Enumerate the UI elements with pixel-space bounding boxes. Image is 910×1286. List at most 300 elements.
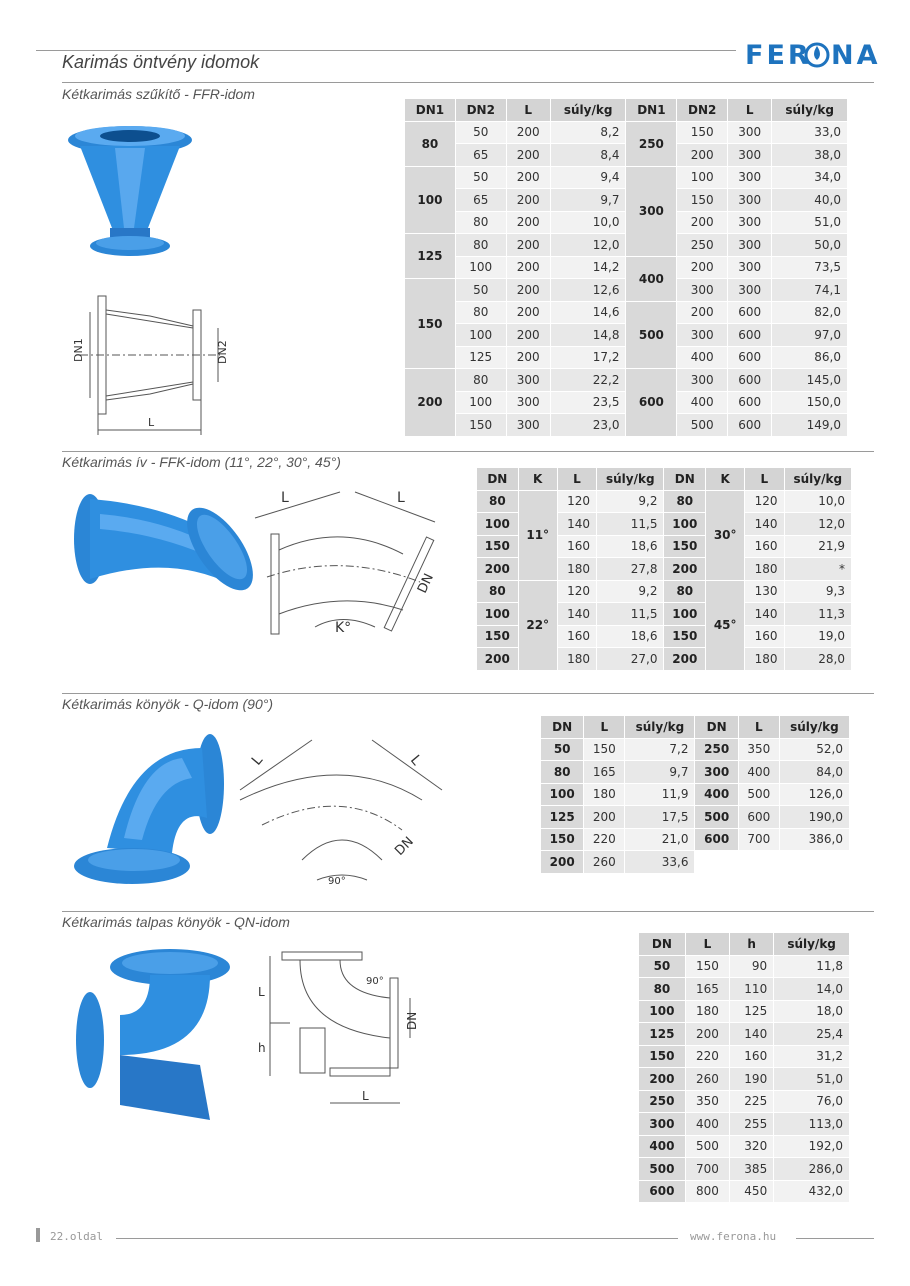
table-cell: 600: [738, 806, 779, 829]
qn-l-vert-label: L: [258, 985, 265, 999]
table-cell: 250: [677, 234, 728, 257]
table-cell: 80: [477, 580, 519, 603]
table-cell: 18,6: [597, 535, 664, 558]
q-dn-label: DN: [392, 834, 417, 859]
table-cell: 120: [745, 490, 784, 513]
table-cell: 500: [685, 1135, 729, 1158]
section-title-ffr: Kétkarimás szűkítő - FFR-idom: [62, 86, 255, 102]
column-header: súly/kg: [550, 99, 626, 122]
table-cell: 200: [506, 324, 550, 347]
table-cell: 250: [695, 738, 738, 761]
table-cell: 150: [455, 414, 506, 437]
table-cell: 600: [639, 1180, 686, 1203]
table-row: [639, 955, 850, 978]
table-cell: 400: [626, 256, 677, 301]
table-cell: 300: [728, 166, 772, 189]
table-cell: 125: [639, 1023, 686, 1046]
table-cell: 23,0: [550, 414, 626, 437]
table-cell: 200: [506, 121, 550, 144]
table-cell: 200: [685, 1023, 729, 1046]
table-cell: 260: [584, 851, 625, 874]
table-cell: 700: [738, 828, 779, 851]
ffr-dn2-label: DN2: [216, 340, 229, 364]
table-cell: 100: [405, 166, 456, 234]
qn-elbow-image: [60, 945, 240, 1135]
table-cell: 140: [730, 1023, 774, 1046]
table-cell: 9,4: [550, 166, 626, 189]
table-cell: 150: [664, 625, 706, 648]
table-cell: 125: [730, 1000, 774, 1023]
table-cell: 113,0: [774, 1113, 850, 1136]
column-header: DN1: [405, 99, 456, 122]
table-cell: 600: [626, 369, 677, 437]
table-cell: 38,0: [772, 144, 848, 167]
table-cell: 80: [455, 211, 506, 234]
table-cell: 120: [557, 490, 596, 513]
column-header: DN: [477, 468, 519, 491]
footer-page: 22.oldal: [50, 1230, 103, 1243]
table-cell: 80: [477, 490, 519, 513]
table-cell: 200: [677, 211, 728, 234]
table-cell: 33,0: [772, 121, 848, 144]
table-cell: 22,2: [550, 369, 626, 392]
column-header: K: [518, 468, 557, 491]
ffk-bend-image: [60, 484, 250, 614]
table-cell: 140: [557, 513, 596, 536]
table-cell: 400: [695, 783, 738, 806]
table-cell: 18,6: [597, 625, 664, 648]
table-cell: 23,5: [550, 391, 626, 414]
table-cell: 600: [728, 301, 772, 324]
table-cell: 145,0: [772, 369, 848, 392]
table-cell: 200: [677, 301, 728, 324]
column-header: súly/kg: [784, 468, 851, 491]
table-cell: 300: [728, 234, 772, 257]
table-cell: 200: [506, 301, 550, 324]
column-header: DN: [541, 716, 584, 739]
table-cell: 160: [557, 535, 596, 558]
column-header: DN1: [626, 99, 677, 122]
table-cell: 140: [745, 513, 784, 536]
table-cell: 300: [677, 279, 728, 302]
table-cell: 200: [506, 346, 550, 369]
table-cell: 11°: [518, 490, 557, 580]
table-cell: 90: [730, 955, 774, 978]
table-cell: 21,9: [784, 535, 851, 558]
table-cell: 286,0: [774, 1158, 850, 1181]
table-row: [541, 738, 850, 761]
ffk-technical-drawing: [245, 482, 445, 642]
table-cell: 80: [455, 234, 506, 257]
table-cell: 125: [405, 234, 456, 279]
table-row: [639, 1023, 850, 1046]
table-cell: 51,0: [772, 211, 848, 234]
table-cell: 80: [405, 121, 456, 166]
table-cell: 150: [405, 279, 456, 369]
qn-table: [638, 932, 850, 1203]
table-cell: 300: [728, 189, 772, 212]
table-cell: 73,5: [772, 256, 848, 279]
ffr-table: [404, 98, 848, 437]
column-header: K: [706, 468, 745, 491]
table-cell: 180: [557, 648, 596, 671]
table-row: [541, 806, 850, 829]
table-cell: 11,9: [625, 783, 695, 806]
table-cell: 300: [728, 121, 772, 144]
ffk-l-left-label: L: [281, 490, 289, 506]
table-cell: 260: [685, 1068, 729, 1091]
table-cell: 500: [677, 414, 728, 437]
qn-h-label: h: [258, 1041, 266, 1055]
table-cell: 600: [728, 414, 772, 437]
table-cell: [779, 851, 849, 874]
table-cell: 80: [664, 580, 706, 603]
table-cell: 400: [677, 346, 728, 369]
column-header: súly/kg: [597, 468, 664, 491]
table-cell: 19,0: [784, 625, 851, 648]
table-cell: 300: [626, 166, 677, 256]
table-cell: 200: [506, 144, 550, 167]
table-cell: 300: [728, 144, 772, 167]
table-cell: 51,0: [774, 1068, 850, 1091]
table-cell: 200: [477, 558, 519, 581]
table-cell: 100: [477, 603, 519, 626]
table-cell: 31,2: [774, 1045, 850, 1068]
table-cell: 450: [730, 1180, 774, 1203]
table-cell: 300: [677, 324, 728, 347]
table-row: [541, 783, 850, 806]
ffr-reducer-image: [60, 118, 210, 268]
header-row: [639, 933, 850, 956]
table-cell: 600: [728, 369, 772, 392]
table-cell: 600: [728, 346, 772, 369]
table-cell: 80: [455, 369, 506, 392]
table-cell: 150: [664, 535, 706, 558]
table-cell: 700: [685, 1158, 729, 1181]
table-cell: 140: [557, 603, 596, 626]
column-header: DN2: [677, 99, 728, 122]
table-cell: 7,2: [625, 738, 695, 761]
table-cell: 432,0: [774, 1180, 850, 1203]
header-row: [477, 468, 852, 491]
table-cell: 100: [677, 166, 728, 189]
table-cell: 21,0: [625, 828, 695, 851]
ferona-logo: [745, 38, 881, 77]
table-cell: 14,8: [550, 324, 626, 347]
table-cell: 149,0: [772, 414, 848, 437]
logo-graphic: [745, 38, 881, 71]
table-cell: 150: [584, 738, 625, 761]
header-rule: [36, 50, 736, 51]
table-cell: 200: [477, 648, 519, 671]
table-cell: 150: [541, 828, 584, 851]
table-row: [639, 1000, 850, 1023]
table-cell: 80: [455, 301, 506, 324]
table-row: [405, 301, 848, 324]
table-cell: 600: [695, 828, 738, 851]
table-cell: 9,2: [597, 490, 664, 513]
table-cell: 800: [685, 1180, 729, 1203]
table-cell: 600: [728, 324, 772, 347]
table-cell: 160: [557, 625, 596, 648]
header-row: [405, 99, 848, 122]
table-cell: 27,0: [597, 648, 664, 671]
table-row: [541, 828, 850, 851]
table-cell: 200: [677, 144, 728, 167]
table-cell: 50: [455, 166, 506, 189]
table-cell: 400: [639, 1135, 686, 1158]
table-cell: 200: [506, 234, 550, 257]
table-cell: 12,6: [550, 279, 626, 302]
table-cell: 300: [506, 369, 550, 392]
q-l-left-label: L: [248, 752, 267, 769]
table-cell: 180: [557, 558, 596, 581]
table-cell: 200: [506, 279, 550, 302]
table-cell: 165: [685, 978, 729, 1001]
column-header: L: [557, 468, 596, 491]
ffr-dn1-label: DN1: [72, 338, 85, 362]
column-header: h: [730, 933, 774, 956]
table-cell: 200: [664, 558, 706, 581]
table-row: [639, 1135, 850, 1158]
table-row: [639, 1045, 850, 1068]
table-cell: 9,2: [597, 580, 664, 603]
table-cell: 74,1: [772, 279, 848, 302]
table-cell: 52,0: [779, 738, 849, 761]
table-cell: 320: [730, 1135, 774, 1158]
table-cell: 11,8: [774, 955, 850, 978]
table-cell: 84,0: [779, 761, 849, 784]
table-cell: 11,5: [597, 603, 664, 626]
header-row: [541, 716, 850, 739]
table-cell: 82,0: [772, 301, 848, 324]
table-cell: 300: [728, 279, 772, 302]
footer-marker: [36, 1228, 40, 1242]
table-cell: 255: [730, 1113, 774, 1136]
table-cell: 200: [506, 256, 550, 279]
table-cell: 220: [685, 1045, 729, 1068]
table-row: [477, 580, 852, 603]
table-cell: 140: [745, 603, 784, 626]
qn-technical-drawing: [250, 948, 420, 1108]
table-cell: 50: [541, 738, 584, 761]
ffr-l-label: L: [148, 416, 155, 429]
table-row: [477, 490, 852, 513]
table-cell: [695, 851, 738, 874]
table-cell: 500: [626, 301, 677, 369]
footer-rule: [116, 1238, 678, 1239]
table-row: [405, 369, 848, 392]
table-cell: 300: [728, 256, 772, 279]
table-cell: 100: [664, 603, 706, 626]
page-title: Karimás öntvény idomok: [62, 52, 260, 72]
table-cell: 110: [730, 978, 774, 1001]
table-row: [639, 1113, 850, 1136]
table-cell: 18,0: [774, 1000, 850, 1023]
table-cell: 25,4: [774, 1023, 850, 1046]
table-cell: 100: [455, 391, 506, 414]
table-cell: 200: [584, 806, 625, 829]
column-header: súly/kg: [774, 933, 850, 956]
table-cell: 385: [730, 1158, 774, 1181]
table-cell: 8,2: [550, 121, 626, 144]
table-cell: 225: [730, 1090, 774, 1113]
table-cell: [738, 851, 779, 874]
table-cell: 45°: [706, 580, 745, 670]
table-cell: 100: [541, 783, 584, 806]
table-cell: 9,7: [625, 761, 695, 784]
table-row: [639, 1180, 850, 1203]
column-header: L: [506, 99, 550, 122]
table-cell: 180: [745, 558, 784, 581]
table-cell: 33,6: [625, 851, 695, 874]
table-cell: 250: [626, 121, 677, 166]
section-title-qn: Kétkarimás talpas könyök - QN-idom: [62, 914, 290, 930]
table-cell: 180: [584, 783, 625, 806]
section-rule: [62, 693, 874, 694]
table-cell: 76,0: [774, 1090, 850, 1113]
table-cell: 12,0: [550, 234, 626, 257]
table-cell: 200: [639, 1068, 686, 1091]
table-row: [405, 256, 848, 279]
table-cell: 400: [685, 1113, 729, 1136]
table-cell: 17,2: [550, 346, 626, 369]
title-rule: [62, 82, 874, 83]
table-cell: 120: [557, 580, 596, 603]
table-cell: 150: [477, 535, 519, 558]
table-cell: 14,6: [550, 301, 626, 324]
column-header: súly/kg: [625, 716, 695, 739]
table-cell: 190,0: [779, 806, 849, 829]
section-rule: [62, 451, 874, 452]
table-cell: 50: [455, 121, 506, 144]
table-cell: 220: [584, 828, 625, 851]
table-cell: 11,3: [784, 603, 851, 626]
table-cell: 9,7: [550, 189, 626, 212]
column-header: L: [685, 933, 729, 956]
table-row: [405, 121, 848, 144]
table-cell: 200: [664, 648, 706, 671]
table-cell: 125: [541, 806, 584, 829]
table-cell: 14,2: [550, 256, 626, 279]
table-cell: 10,0: [784, 490, 851, 513]
q-technical-drawing: [232, 730, 452, 890]
ffk-dn-label: DN: [415, 571, 437, 596]
column-header: L: [738, 716, 779, 739]
table-cell: 80: [541, 761, 584, 784]
table-row: [639, 978, 850, 1001]
table-cell: 65: [455, 144, 506, 167]
table-cell: 9,3: [784, 580, 851, 603]
table-cell: 34,0: [772, 166, 848, 189]
table-cell: 400: [738, 761, 779, 784]
svg-text:FER: FER: [745, 40, 812, 71]
section-title-ffk: Kétkarimás ív - FFK-idom (11°, 22°, 30°, 45°): [62, 454, 341, 470]
table-row: [405, 166, 848, 189]
q-l-right-label: L: [406, 752, 425, 769]
table-cell: 50: [639, 955, 686, 978]
table-cell: 27,8: [597, 558, 664, 581]
table-cell: 50,0: [772, 234, 848, 257]
table-row: [639, 1068, 850, 1091]
table-cell: 180: [685, 1000, 729, 1023]
footer-url: www.ferona.hu: [690, 1230, 777, 1243]
table-cell: 200: [541, 851, 584, 874]
table-cell: 150: [639, 1045, 686, 1068]
section-rule: [62, 911, 874, 912]
table-cell: 160: [745, 535, 784, 558]
qn-l-horiz-label: L: [362, 1089, 369, 1103]
table-cell: 8,4: [550, 144, 626, 167]
column-header: DN: [695, 716, 738, 739]
table-row: [541, 851, 850, 874]
table-cell: 300: [695, 761, 738, 784]
column-header: DN2: [455, 99, 506, 122]
q-elbow-image: [62, 728, 242, 898]
table-cell: 100: [639, 1000, 686, 1023]
table-cell: 165: [584, 761, 625, 784]
table-cell: 11,5: [597, 513, 664, 536]
qn-90-label: 90°: [366, 976, 384, 987]
table-cell: 86,0: [772, 346, 848, 369]
table-cell: *: [784, 558, 851, 581]
table-cell: 150: [677, 121, 728, 144]
table-cell: 500: [738, 783, 779, 806]
table-row: [639, 1158, 850, 1181]
table-cell: 80: [664, 490, 706, 513]
table-cell: 150: [685, 955, 729, 978]
table-cell: 192,0: [774, 1135, 850, 1158]
qn-dn-label: DN: [405, 1011, 419, 1030]
table-cell: 150: [477, 625, 519, 648]
table-cell: 300: [506, 391, 550, 414]
table-cell: 200: [506, 166, 550, 189]
table-cell: 150: [677, 189, 728, 212]
table-cell: 300: [506, 414, 550, 437]
column-header: súly/kg: [772, 99, 848, 122]
table-cell: 126,0: [779, 783, 849, 806]
table-cell: 100: [455, 256, 506, 279]
table-cell: 180: [745, 648, 784, 671]
column-header: DN: [639, 933, 686, 956]
table-cell: 50: [455, 279, 506, 302]
column-header: L: [745, 468, 784, 491]
table-cell: 125: [455, 346, 506, 369]
section-title-q: Kétkarimás könyök - Q-idom (90°): [62, 696, 273, 712]
table-cell: 100: [477, 513, 519, 536]
table-cell: 250: [639, 1090, 686, 1113]
table-cell: 160: [730, 1045, 774, 1068]
table-cell: 200: [506, 211, 550, 234]
table-cell: 80: [639, 978, 686, 1001]
q-table: [540, 715, 850, 874]
table-cell: 300: [728, 211, 772, 234]
table-cell: 65: [455, 189, 506, 212]
table-cell: 160: [745, 625, 784, 648]
table-cell: 190: [730, 1068, 774, 1091]
table-cell: 97,0: [772, 324, 848, 347]
table-cell: 386,0: [779, 828, 849, 851]
svg-text:NA: NA: [831, 40, 881, 71]
table-cell: 12,0: [784, 513, 851, 536]
table-cell: 100: [664, 513, 706, 536]
table-cell: 200: [405, 369, 456, 437]
ffk-l-right-label: L: [397, 490, 405, 506]
table-cell: 200: [677, 256, 728, 279]
table-cell: 500: [639, 1158, 686, 1181]
table-row: [541, 761, 850, 784]
table-cell: 17,5: [625, 806, 695, 829]
